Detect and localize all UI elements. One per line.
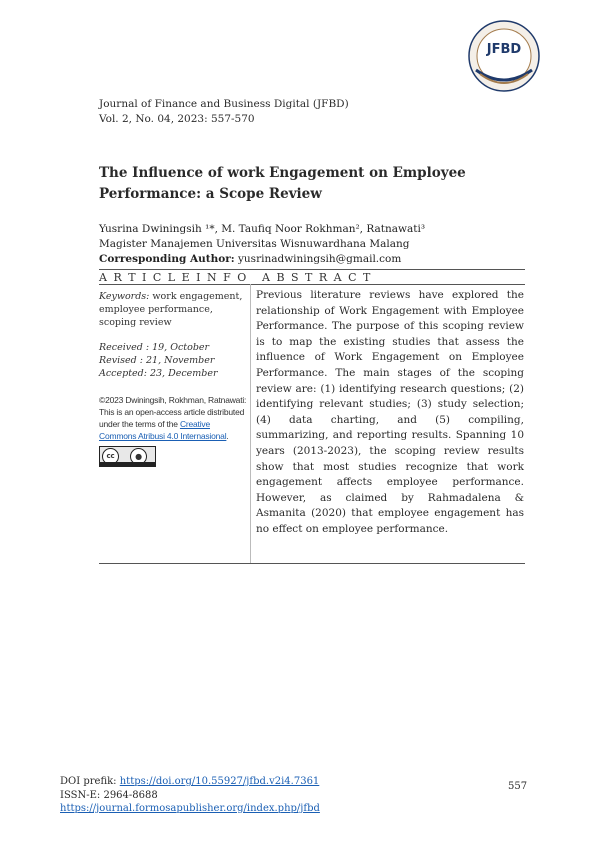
journal-header [99, 97, 349, 127]
doi-line [60, 775, 320, 789]
issn: ISSN-E: 2964-8688 [60, 789, 158, 801]
article-info-heading: A R T I C L E I N F O [99, 271, 248, 284]
top-rule [99, 269, 525, 270]
author-affiliation: Magister Manajemen Universitas Wisnuwardhana Malang [99, 238, 410, 250]
page-number: 557 [508, 781, 528, 792]
by-person-icon: ● [130, 448, 147, 465]
bottom-rule [99, 563, 525, 564]
article-dates [99, 341, 249, 380]
abstract-text: Previous literature reviews have explored the relationship of Work Engagement with Employee Performance. The purpose of this scoping review is to map the existing studies that assess the influence of Work Engagement on Employee Performance. The main stages of the scoping review are: (1) identifying research questions; (2) identifying relevant studies; (3) study selection; (4) data charting, and (5) compiling, summarizing, and reporting results. Spanning 10 years (2013-2023), the scoping review results show that most studies recognize that work engagement affects employee performance. However, as claimed by Rahmadalena & Asmanita (2020) that employee engagement has no effect on employee performance. [256, 289, 524, 535]
accepted-date: Accepted: 23, December [99, 368, 218, 379]
received-date: Received : 19, October [99, 342, 210, 353]
license-note [99, 394, 249, 470]
doi-label: DOI prefik: [60, 776, 117, 787]
column-divider [250, 284, 251, 563]
paper-title: The Influence of work Engagement on Employee Performance: a Scope Review [99, 165, 466, 202]
keywords [99, 290, 249, 329]
corresponding-email[interactable]: yusrinadwiningsih@gmail.com [237, 253, 402, 265]
author-names: Yusrina Dwiningsih ¹*, M. Taufiq Noor Rokhman², Ratnawati³ [99, 223, 426, 235]
license-end: . [226, 431, 229, 441]
journal-logo [468, 20, 540, 92]
footer [60, 775, 320, 816]
revised-date: Revised : 21, November [99, 355, 215, 366]
cc-icon: cc [102, 448, 119, 465]
header-rule [99, 284, 525, 285]
article-info [99, 290, 249, 470]
cc-bar [100, 462, 155, 466]
keywords-label: Keywords: [99, 291, 150, 302]
abstract-heading: A B S T R A C T [262, 271, 372, 284]
journal-name: Journal of Finance and Business Digital (JFBD) [99, 98, 349, 110]
journal-volume: Vol. 2, No. 04, 2023: 557-570 [99, 113, 255, 125]
author-block [99, 222, 539, 267]
corresponding-label: Corresponding Author: [99, 253, 235, 265]
logo-text: JFBD [486, 42, 522, 57]
journal-url[interactable]: https://journal.formosapublisher.org/index.php/jfbd [60, 803, 320, 814]
keywords-value: work engagement, employee performance, scoping review [99, 291, 243, 328]
license-text: ©2023 Dwiningsih, Rokhman, Ratnawati: This is an open-access article distributed under the terms of the [99, 395, 247, 429]
license-link[interactable]: Creative Commons Atribusi 4.0 Internasional [99, 419, 227, 441]
cc-by-icon[interactable] [99, 446, 156, 467]
doi-link[interactable]: https://doi.org/10.55927/jfbd.v2i4.7361 [119, 776, 320, 787]
corresponding-author [99, 252, 539, 267]
